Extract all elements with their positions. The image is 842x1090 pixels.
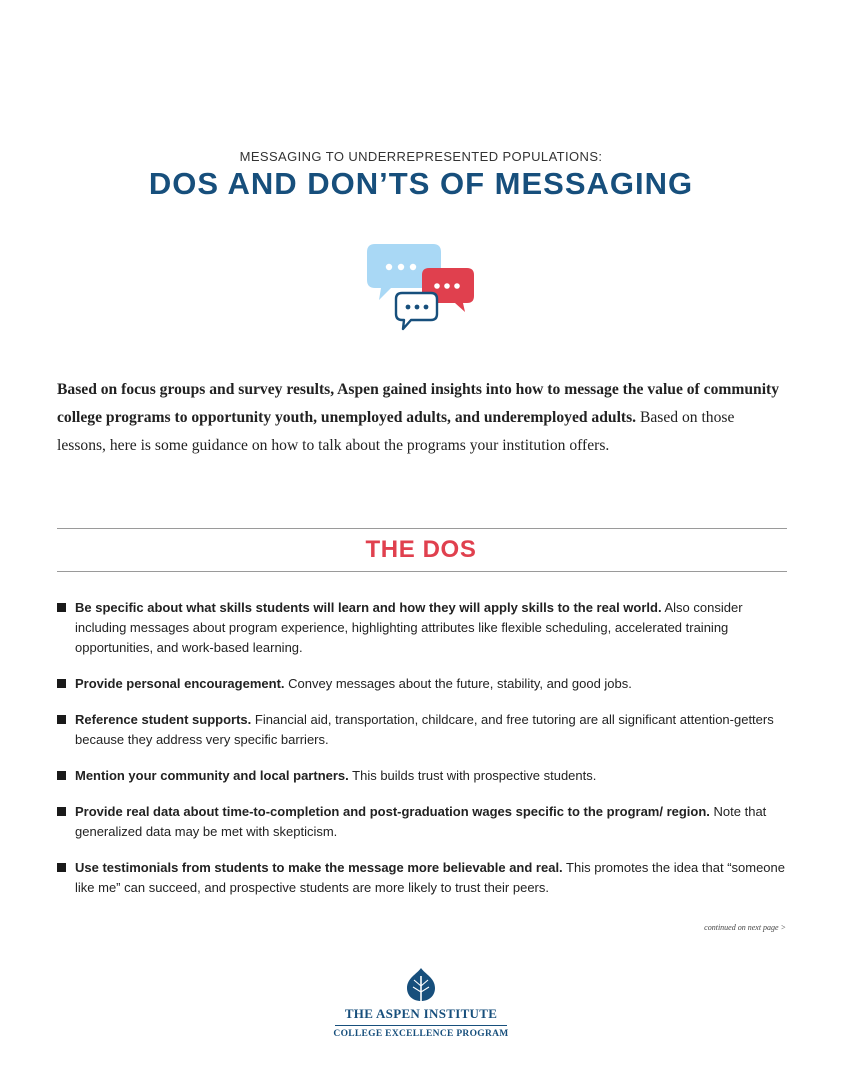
list-item-text: Financial aid, transportation, childcare, and free tutoring are all significant attention-getters because they address very specific barriers. [75,712,774,747]
list-item-bold: Provide personal encouragement. [75,676,285,691]
dos-list [57,598,792,914]
list-item [57,802,792,842]
list-item-bold: Mention your community and local partners. [75,768,349,783]
chat-bubbles-icon [365,240,477,332]
page-title: DOS AND DON’TS OF MESSAGING [148,166,694,201]
list-item-bold: Reference student supports. [75,712,252,727]
logo-divider [335,1025,507,1026]
list-item-bold: Provide real data about time-to-completion and post-graduation wages specific to the program/ region. [75,804,710,819]
square-bullet-icon [57,771,66,780]
square-bullet-icon [57,679,66,688]
eyebrow-heading: MESSAGING TO UNDERREPRESENTED POPULATIONS: [239,149,603,164]
list-item [57,766,792,786]
logo-name: THE ASPEN INSTITUTE [344,1006,498,1021]
intro-paragraph [57,376,787,460]
list-item-bold: Use testimonials from students to make the message more believable and real. [75,860,563,875]
list-item-text: This builds trust with prospective students. [348,768,597,783]
aspen-institute-logo [0,966,842,1039]
section-divider-bottom [57,571,787,572]
section-title-dos: THE DOS [365,536,477,563]
square-bullet-icon [57,807,66,816]
list-item-text: Also consider including messages about program experience, highlighting attributes like flexible scheduling, accelerated training opportunities, and work-based learning. [75,600,743,655]
list-item [57,710,792,750]
intro-lead: Based on focus groups and survey results, Aspen gained insights into how to message the value of community college programs to opportunity youth, unemployed adults, and underemployed adults. [57,381,780,426]
square-bullet-icon [57,715,66,724]
list-item-bold: Be specific about what skills students will learn and how they will apply skills to the real world. [75,600,662,615]
square-bullet-icon [57,603,66,612]
list-item-text: Note that generalized data may be met with skepticism. [75,804,767,839]
square-bullet-icon [57,863,66,872]
list-item-text: This promotes the idea that “someone like me” can succeed, and prospective students are more likely to trust their peers. [75,860,785,895]
list-item [57,674,792,694]
list-item [57,858,792,898]
aspen-leaf-icon [403,966,439,1004]
intro-rest: Based on those lessons, here is some guidance on how to talk about the programs your institution offers. [57,409,735,454]
logo-program: COLLEGE EXCELLENCE PROGRAM [333,1029,509,1039]
section-divider-top [57,528,787,529]
list-item [57,598,792,658]
continued-note: continued on next page > [704,923,786,932]
list-item-text: Convey messages about the future, stability, and good jobs. [284,676,632,691]
